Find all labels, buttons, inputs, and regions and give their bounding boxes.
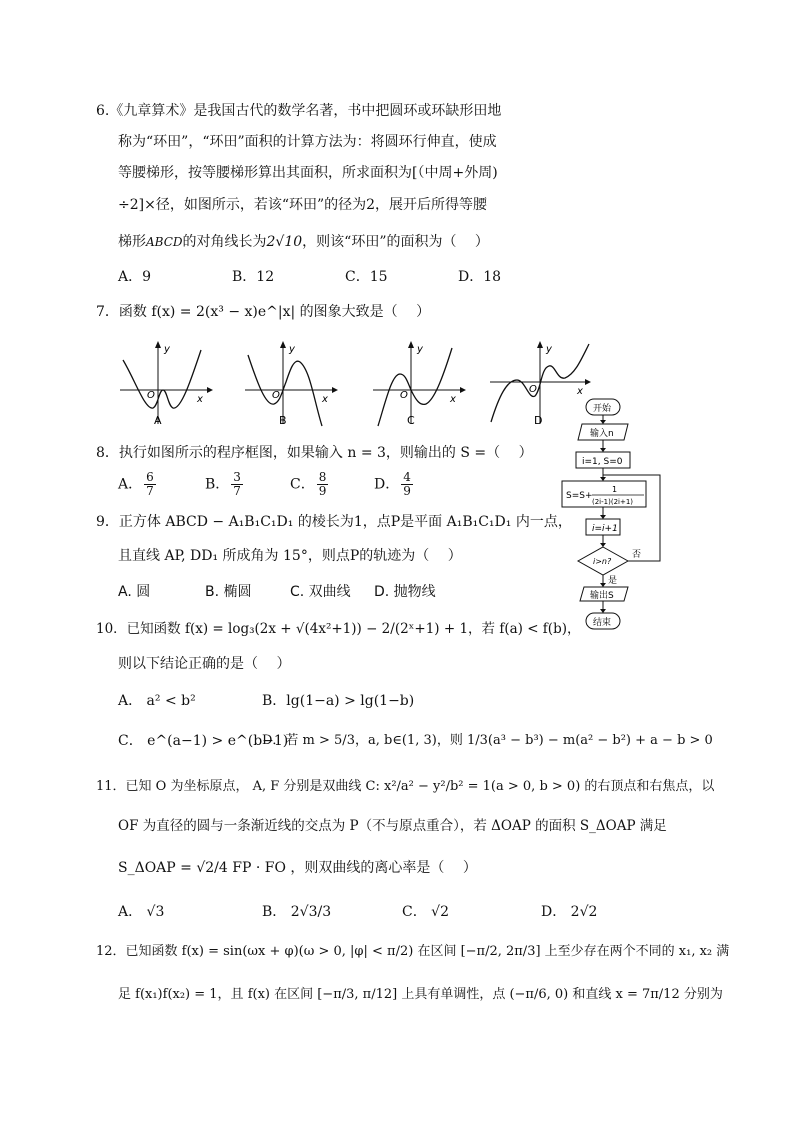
q8-stem: 8．执行如图所示的程序框图，如果输入 n = 3，则输出的 S =（ ） <box>96 445 533 461</box>
flow-no: 否 <box>632 550 642 560</box>
q11-line-2: OF 为直径的圆与一条渐近线的交点为 P（不与原点重合），若 ΔOAP 的面积 S_ΔOAP 满足 <box>118 818 667 834</box>
q12-line-2: 足 f(x₁)f(x₂) = 1，且 f(x) 在区间 [−π/3, π/12] 上具有单调性，点 (−π/6, 0) 和直线 x = 7π/12 分别为 <box>118 987 723 1002</box>
flow-end: 结束 <box>593 618 612 628</box>
q10-option-b: B．lg(1−a) > lg(1−b) <box>262 693 415 709</box>
q9-line-1: 9．正方体 ABCD − A₁B₁C₁D₁ 的棱长为1，点P是平面 A₁B₁C₁D₁ 内一点， <box>96 514 572 530</box>
q6-option-b: B．12 <box>232 269 275 285</box>
q7-graph-a-o: O <box>147 390 155 401</box>
q6-option-c: C．15 <box>345 269 388 285</box>
q7-graph-a-y: y <box>164 344 170 355</box>
q6-line-5-e: ，则该“环田”的面积为（ ） <box>302 234 489 250</box>
q11-option-b: B． 2√3/3 <box>262 904 332 920</box>
q8-option-c-den: 9 <box>318 484 327 498</box>
q7-graph-b <box>240 340 340 428</box>
q8-option-b-den: 7 <box>233 484 241 498</box>
q7-graph-c-x: x <box>450 394 456 405</box>
flow-input: 输入n <box>590 429 614 439</box>
q6-line-2: 称为“环田”，“环田”面积的计算方法为：将圆环行伸直，使成 <box>118 134 497 150</box>
q9-option-b: B. 椭圆 <box>205 584 252 600</box>
q7-graph-d-label: D <box>534 414 543 427</box>
q7-graph-d-x: x <box>577 386 583 397</box>
flow-init: i=1, S=0 <box>582 457 623 467</box>
q8-option-d <box>374 471 415 498</box>
q10-option-a: A． a² < b² <box>118 693 196 709</box>
q11-line-1: 11．已知 O 为坐标原点， A, F 分别是双曲线 C: x²/a² − y²/b² = 1(a > 0, b > 0) 的右顶点和右焦点，以 <box>96 779 715 794</box>
q7-graph-a <box>115 340 215 428</box>
q7-graph-c <box>368 340 468 428</box>
q8-option-b <box>205 471 245 498</box>
q7-graph-a-x: x <box>197 394 203 405</box>
q6-line-5-d: 2√10 <box>266 234 303 250</box>
q7-graph-c-label: C <box>407 414 415 427</box>
flowchart <box>558 395 668 635</box>
q6-line-5-b: ABCD <box>146 235 183 249</box>
q6-line-5-c: 的对角线长为 <box>182 234 267 250</box>
q12-line-1: 12．已知函数 f(x) = sin(ωx + φ)(ω > 0, |φ| < π/2) 在区间 [−π/2, 2π/3] 上至少存在两个不同的 x₁, x₂ 满 <box>96 944 730 959</box>
flow-update-prefix: S=S+ <box>566 491 593 501</box>
q7-graph-c-y: y <box>417 344 423 355</box>
q6-line-1: 6.《九章算术》是我国古代的数学名著，书中把圆环或环缺形田地 <box>96 103 502 119</box>
q8-option-b-letter: B． <box>205 476 230 493</box>
q8-option-c <box>290 471 330 498</box>
q8-option-c-letter: C． <box>290 476 315 493</box>
q11-option-d: D． 2√2 <box>541 904 598 920</box>
q10-option-c: C． e^(a−1) > e^(b−1) <box>118 733 289 749</box>
q8-option-d-letter: D． <box>374 476 400 493</box>
q8-option-a-num: 6 <box>146 470 154 484</box>
q11-option-a: A． √3 <box>118 904 165 920</box>
q7-graph-d-o: O <box>529 384 537 395</box>
q9-line-2: 且直线 AP, DD₁ 所成角为 15°，则点P的轨迹为（ ） <box>118 548 462 564</box>
q10-line-1: 10．已知函数 f(x) = log₃(2x + √(4x²+1)) − 2/(2ˣ+1) + 1，若 f(a) < f(b)， <box>96 621 581 637</box>
q8-option-a-letter: A． <box>118 476 143 493</box>
flow-update-num: 1 <box>612 485 618 494</box>
q9-option-d: D. 抛物线 <box>374 584 436 600</box>
q7-graph-d-y: y <box>546 344 552 355</box>
q9-option-a: A. 圆 <box>118 584 151 600</box>
q6-line-3: 等腰梯形，按等腰梯形算出其面积，所求面积为[（中周+外周) <box>118 165 498 181</box>
flow-cond: i>n? <box>593 557 612 566</box>
q7-graph-b-label: B <box>279 414 287 427</box>
q6-option-d: D．18 <box>458 269 502 285</box>
q8-option-a-den: 7 <box>146 484 154 498</box>
q8-option-d-den: 9 <box>403 484 411 498</box>
flow-yes: 是 <box>608 576 618 586</box>
q10-option-d: D．若 m > 5/3，a, b∈(1, 3)，则 1/3(a³ − b³) − m(a² − b²) + a − b > 0 <box>262 733 713 748</box>
q11-line-3: S_ΔOAP = √2/4 FP · FO ，则双曲线的离心率是（ ） <box>118 860 477 876</box>
flow-start: 开始 <box>593 404 612 414</box>
q10-line-2: 则以下结论正确的是（ ） <box>118 656 291 672</box>
q6-line-4: ÷2]×径，如图所示，若该“环田”的径为2，展开后所得等腰 <box>118 197 488 213</box>
q6-line-5-a: 梯形 <box>118 234 146 250</box>
q8-option-c-num: 8 <box>318 470 327 484</box>
q11-option-c: C． √2 <box>402 904 449 920</box>
flow-output: 输出S <box>590 591 614 601</box>
q9-option-c: C. 双曲线 <box>290 584 351 600</box>
q7-graph-b-x: x <box>322 394 328 405</box>
q7-graph-b-y: y <box>289 344 295 355</box>
q8-option-a <box>118 471 158 498</box>
q7-graph-b-o: O <box>272 390 280 401</box>
q6-line-5 <box>118 232 489 252</box>
q7-graph-c-o: O <box>400 390 408 401</box>
q6-option-a: A．9 <box>118 269 152 285</box>
q7-graph-a-label: A <box>154 414 162 427</box>
flow-update-den: (2i-1)(2i+1) <box>592 498 634 506</box>
flow-incr: i=i+1 <box>592 524 618 534</box>
q8-option-b-num: 3 <box>233 470 241 484</box>
q7-stem: 7．函数 f(x) = 2(x³ − x)e^|x| 的图象大致是（ ） <box>96 304 431 320</box>
q8-option-d-num: 4 <box>403 470 411 484</box>
